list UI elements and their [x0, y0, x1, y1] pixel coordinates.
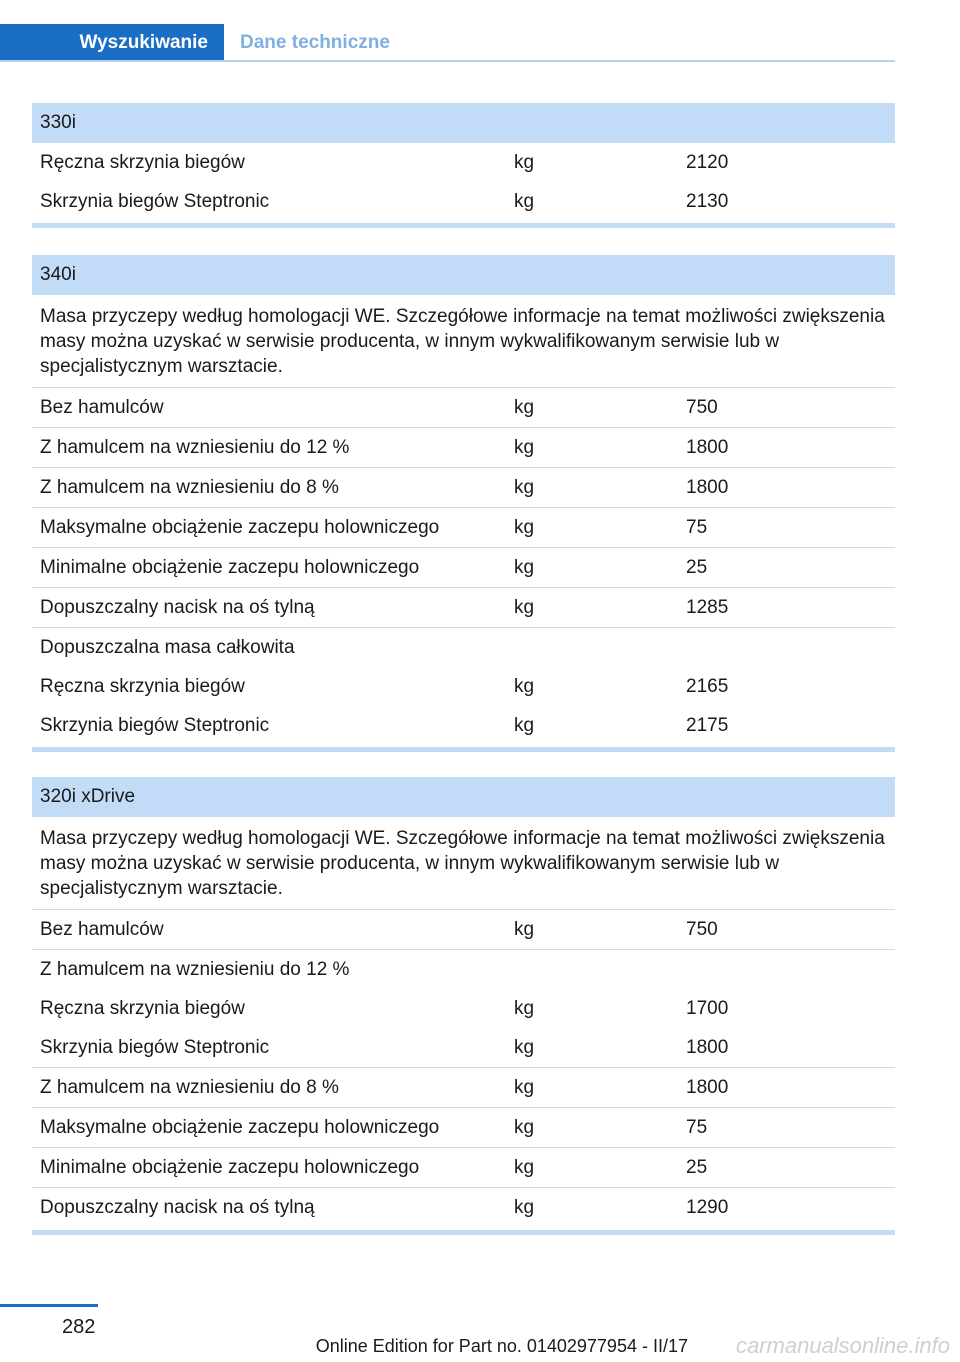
page-number: 282	[62, 1316, 96, 1338]
row-label: Maksymalne obciążenie zaczepu holowniczego	[40, 1116, 440, 1138]
table-320i-xdrive	[32, 777, 895, 1235]
row-label: Maksymalne obciążenie zaczepu holowniczego	[40, 516, 440, 538]
row-value: 1700	[686, 997, 729, 1019]
row-label: Minimalne obciążenie zaczepu holowniczego	[40, 556, 420, 578]
table-row	[32, 182, 895, 221]
row-unit: kg	[514, 151, 535, 173]
table-note: Masa przyczepy według homologacji WE. Szczegółowe informacje na temat możliwości zwiększenia masy można uzyskać w serwisie producenta, w innym wykwalifikowanym serwisie lub w specjalistycznym warsztacie.	[32, 817, 895, 910]
row-label: Skrzynia biegów Steptronic	[40, 714, 270, 736]
table-row	[32, 628, 895, 667]
row-unit: kg	[514, 190, 535, 212]
table-row	[32, 667, 895, 706]
row-label: Ręczna skrzynia biegów	[40, 997, 245, 1019]
row-value: 1800	[686, 1076, 729, 1098]
table-header: 330i	[32, 103, 895, 143]
table-row	[32, 588, 895, 628]
row-value: 75	[686, 516, 708, 538]
row-unit: kg	[514, 556, 535, 578]
nav-underline	[0, 60, 895, 62]
table-row	[32, 1028, 895, 1068]
row-label: Skrzynia biegów Steptronic	[40, 190, 270, 212]
row-label: Bez hamulców	[40, 918, 164, 940]
table-330i	[32, 103, 895, 228]
table-row	[32, 1188, 895, 1228]
row-label: Z hamulcem na wzniesieniu do 8 %	[40, 476, 339, 498]
row-value: 2130	[686, 190, 729, 212]
table-end-rule	[32, 223, 895, 228]
table-header: 320i xDrive	[32, 777, 895, 817]
watermark: carmanualsonline.info	[735, 1333, 950, 1358]
top-navigation	[0, 24, 895, 62]
row-value: 75	[686, 1116, 708, 1138]
table-row	[32, 950, 895, 989]
row-label: Z hamulcem na wzniesieniu do 8 %	[40, 1076, 339, 1098]
row-value: 1800	[686, 476, 729, 498]
row-value: 2165	[686, 675, 729, 697]
row-value: 25	[686, 556, 708, 578]
row-unit: kg	[514, 714, 535, 736]
row-unit: kg	[514, 997, 535, 1019]
row-label: Z hamulcem na wzniesieniu do 12 %	[40, 436, 350, 458]
table-row	[32, 706, 895, 745]
tab-dane-techniczne[interactable]: Dane techniczne	[240, 32, 390, 53]
table-row	[32, 508, 895, 548]
row-label: Skrzynia biegów Steptronic	[40, 1036, 270, 1058]
row-value: 25	[686, 1156, 708, 1178]
row-label: Ręczna skrzynia biegów	[40, 675, 245, 697]
row-unit: kg	[514, 1116, 535, 1138]
table-row	[32, 1068, 895, 1108]
row-unit: kg	[514, 1197, 535, 1218]
row-value: 2120	[686, 151, 729, 173]
row-unit: kg	[514, 476, 535, 498]
row-value: 2175	[686, 714, 729, 736]
table-end-rule	[32, 747, 895, 752]
table-row	[32, 548, 895, 588]
table-note: Masa przyczepy według homologacji WE. Szczegółowe informacje na temat możliwości zwiększenia masy można uzyskać w serwisie producenta, w innym wykwalifikowanym serwisie lub w specjalistycznym warsztacie.	[32, 295, 895, 388]
table-row	[32, 388, 895, 428]
row-unit: kg	[514, 436, 535, 458]
row-value: 1290	[686, 1197, 729, 1218]
row-unit: kg	[514, 675, 535, 697]
row-unit: kg	[514, 516, 535, 538]
row-unit: kg	[514, 918, 535, 940]
table-340i	[32, 255, 895, 752]
row-unit: kg	[514, 1036, 535, 1058]
tab-wyszukiwanie[interactable]: Wyszukiwanie	[0, 24, 224, 62]
table-row	[32, 143, 895, 182]
row-label: Dopuszczalna masa całkowita	[40, 636, 295, 658]
row-label: Ręczna skrzynia biegów	[40, 151, 245, 173]
table-header: 340i	[32, 255, 895, 295]
row-unit: kg	[514, 596, 535, 618]
row-unit: kg	[514, 396, 535, 418]
row-label: Bez hamulców	[40, 396, 164, 418]
row-value: 750	[686, 918, 718, 940]
table-row	[32, 1108, 895, 1148]
row-value: 750	[686, 396, 718, 418]
table-row	[32, 1148, 895, 1188]
row-label: Minimalne obciążenie zaczepu holowniczego	[40, 1156, 420, 1178]
edition-text: Online Edition for Part no. 01402977954 - II/17	[315, 1336, 688, 1356]
footer-accent-line	[0, 1304, 98, 1307]
table-row	[32, 428, 895, 468]
row-label: Dopuszczalny nacisk na oś tylną	[40, 1197, 315, 1218]
row-label: Z hamulcem na wzniesieniu do 12 %	[40, 958, 350, 980]
row-value: 1800	[686, 436, 729, 458]
table-row	[32, 910, 895, 950]
table-end-rule	[32, 1230, 895, 1235]
row-label: Dopuszczalny nacisk na oś tylną	[40, 596, 315, 618]
table-row	[32, 989, 895, 1028]
table-row	[32, 468, 895, 508]
row-unit: kg	[514, 1076, 535, 1098]
row-unit: kg	[514, 1156, 535, 1178]
row-value: 1800	[686, 1036, 729, 1058]
row-value: 1285	[686, 596, 729, 618]
